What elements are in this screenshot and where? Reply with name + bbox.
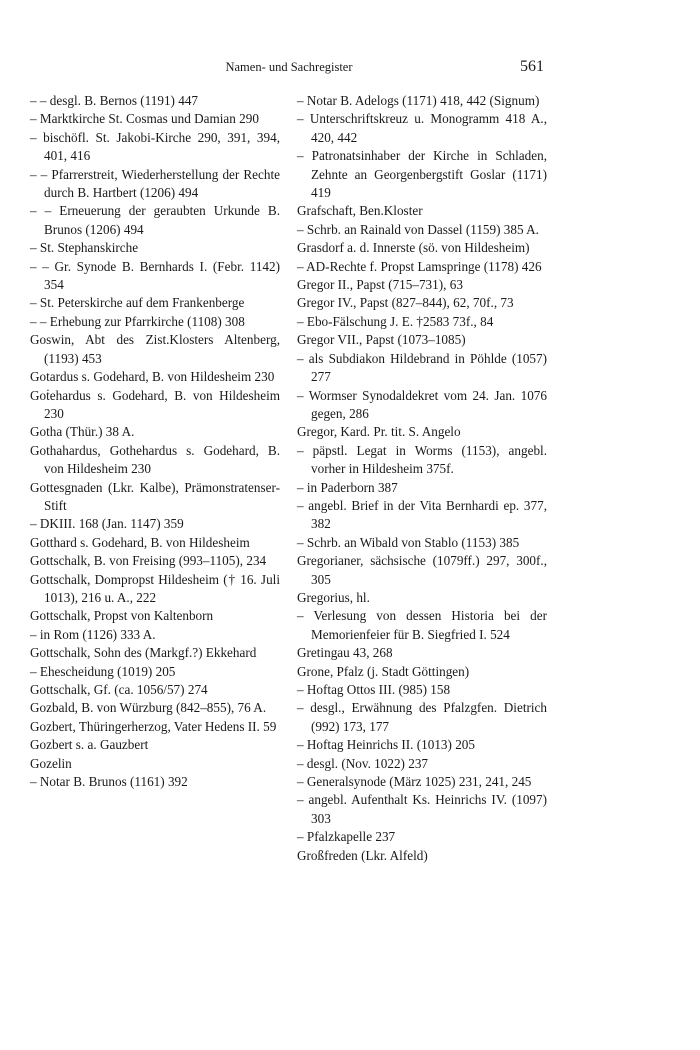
index-entry: Goṫehardus s. Godehard, B. von Hildesheim 230 [30,387,280,421]
index-entry: Gregorius, hl. [297,589,370,605]
index-entry: – päpstl. Legat in Worms (1153), angebl. vorher in Hildesheim 375f. [297,442,547,477]
index-entry: Gottschalk, Propst von Kaltenborn [30,608,214,624]
index-entry: Großfreden (Lkr. Alfeld) [297,847,428,863]
index-entry: – Schrb. an Rainald von Dassel (1159) 385 A. [297,221,539,237]
page-number: 561 [520,58,544,75]
index-entry: Gottschalk, Dompropst Hildesheim († 16. Juli 1013), 216 u. A., 222 [30,571,280,605]
index-entry: – Unterschriftskreuz u. Monogramm 418 A., 420, 442 [297,111,547,145]
index-entry: Gottschalk, B. von Freising (993–1105), 234 [30,553,267,569]
index-entry: – Ebo-Fälschung J. E. †2583 73f., 84 [297,313,494,329]
index-entry: Gottschalk, Gf. (ca. 1056/57) 274 [30,682,208,697]
index-entry: Gotha (Thür.) 38 A. [30,424,135,440]
index-entry: Gozbert s. a. Gauzbert [30,737,149,753]
index-entry: – – desgl. B. Bernos (1191) 447 [30,93,199,108]
index-entry: – desgl., Erwähnung des Pfalzgfen. Dietrich (992) 173, 177 [297,700,547,734]
index-entry: – – Gr. Synode B. Bernhards I. (Febr. 1142) 354 [30,258,280,293]
index-entry: Gozbert, Thüringerherzog, Vater Hedens II. 59 [30,718,277,734]
index-entry: – Notar B. Adelogs (1171) 418, 442 (Signum) [297,93,540,108]
index-entry: Gregor, Kard. Pr. tit. S. Angelo [297,424,461,440]
index-entry: Gozelin [30,755,72,771]
index-entry: – desgl. (Nov. 1022) 237 [297,755,429,771]
index-entry: Grafschaft, Ben.Kloster [297,203,423,219]
index-entry: – bischöfl. St. Jakobi-Kirche 290, 391, 394, 401, 416 [30,129,280,164]
index-entry: Gregorianer, sächsische (1079ff.) 297, 300f., 305 [297,553,547,587]
index-entry: – Hoftag Ottos III. (985) 158 [297,682,451,697]
index-entry: – Wormser Synodaldekret vom 24. Jan. 1076 gegen, 286 [297,387,547,421]
index-entry: Grasdorf a. d. Innerste (sö. von Hildesheim) [297,240,530,256]
index-entry: – AD-Rechte f. Propst Lamspringe (1178) 426 [297,258,542,274]
index-entry: – angebl. Brief in der Vita Bernhardi ep. 377, 382 [297,497,547,532]
index-entry: – – Pfarrerstreit, Wiederherstellung der Rechte durch B. Hartbert (1206) 494 [30,166,280,201]
index-entry: – in Rom (1126) 333 A. [30,626,156,642]
index-entry: – – Erhebung zur Pfarrkirche (1108) 308 [30,313,245,329]
index-entry: – DKIII. 168 (Jan. 1147) 359 [30,516,184,532]
index-entry: – Schrb. an Wibald von Stablo (1153) 385 [297,534,520,550]
index-entry: – – Erneuerung der geraubten Urkunde B. Brunos (1206) 494 [30,203,280,237]
index-entry: Goswin, Abt des Zist.Klosters Altenberg, (1193) 453 [30,332,280,366]
index-entry: – Hoftag Heinrichs II. (1013) 205 [297,737,475,753]
index-entry: – Generalsynode (März 1025) 231, 241, 245 [297,774,532,790]
index-entry: Gottesgnaden (Lkr. Kalbe), Prämonstratenser-Stift [30,479,280,513]
index-entry: – Pfalzkapelle 237 [297,829,396,845]
index-entry: Gotardus s. Godehard, B. von Hildesheim 230 [30,369,275,385]
index-entry: – Patronatsinhaber der Kirche in Schladen, Zehnte an Georgenbergstift Goslar (1171) 419 [297,148,547,201]
index-entry: Gretingau 43, 268 [297,645,393,661]
index-entry: Gozbald, B. von Würzburg (842–855), 76 A. [30,700,267,716]
index-entry: Grone, Pfalz (j. Stadt Göttingen) [297,663,470,679]
index-entry: – St. Peterskirche auf dem Frankenberge [30,295,245,311]
page-header [34,58,544,78]
index-entry: – Ehescheidung (1019) 205 [30,663,176,679]
index-entry: Gothahardus, Gothehardus s. Godehard, B. von Hildesheim 230 [30,442,280,477]
index-entry: Gregor IV., Papst (827–844), 62, 70f., 73 [297,295,514,311]
index-entry: – Notar B. Brunos (1161) 392 [30,774,188,790]
running-title: Namen- und Sachregister [225,60,353,74]
index-entry: Gottschalk, Sohn des (Markgf.?) Ekkehard [30,645,257,661]
index-entry: Gregor VII., Papst (1073–1085) [297,332,466,348]
index-column-left [30,92,280,791]
index-entry: – angebl. Aufenthalt Ks. Heinrichs IV. (1097) 303 [297,792,547,826]
index-entry: – als Subdiakon Hildebrand in Pöhlde (1057) 277 [297,350,547,385]
index-entry: Gregor II., Papst (715–731), 63 [297,277,463,293]
index-entry: Gotthard s. Godehard, B. von Hildesheim [30,534,250,550]
index-column-right [297,92,547,865]
index-entry: – Marktkirche St. Cosmas und Damian 290 [30,111,259,127]
index-entry: – St. Stephanskirche [30,240,139,256]
index-entry: – Verlesung von dessen Historia bei der Memorienfeier für B. Siegfried I. 524 [297,608,547,642]
index-entry: – in Paderborn 387 [297,479,398,495]
